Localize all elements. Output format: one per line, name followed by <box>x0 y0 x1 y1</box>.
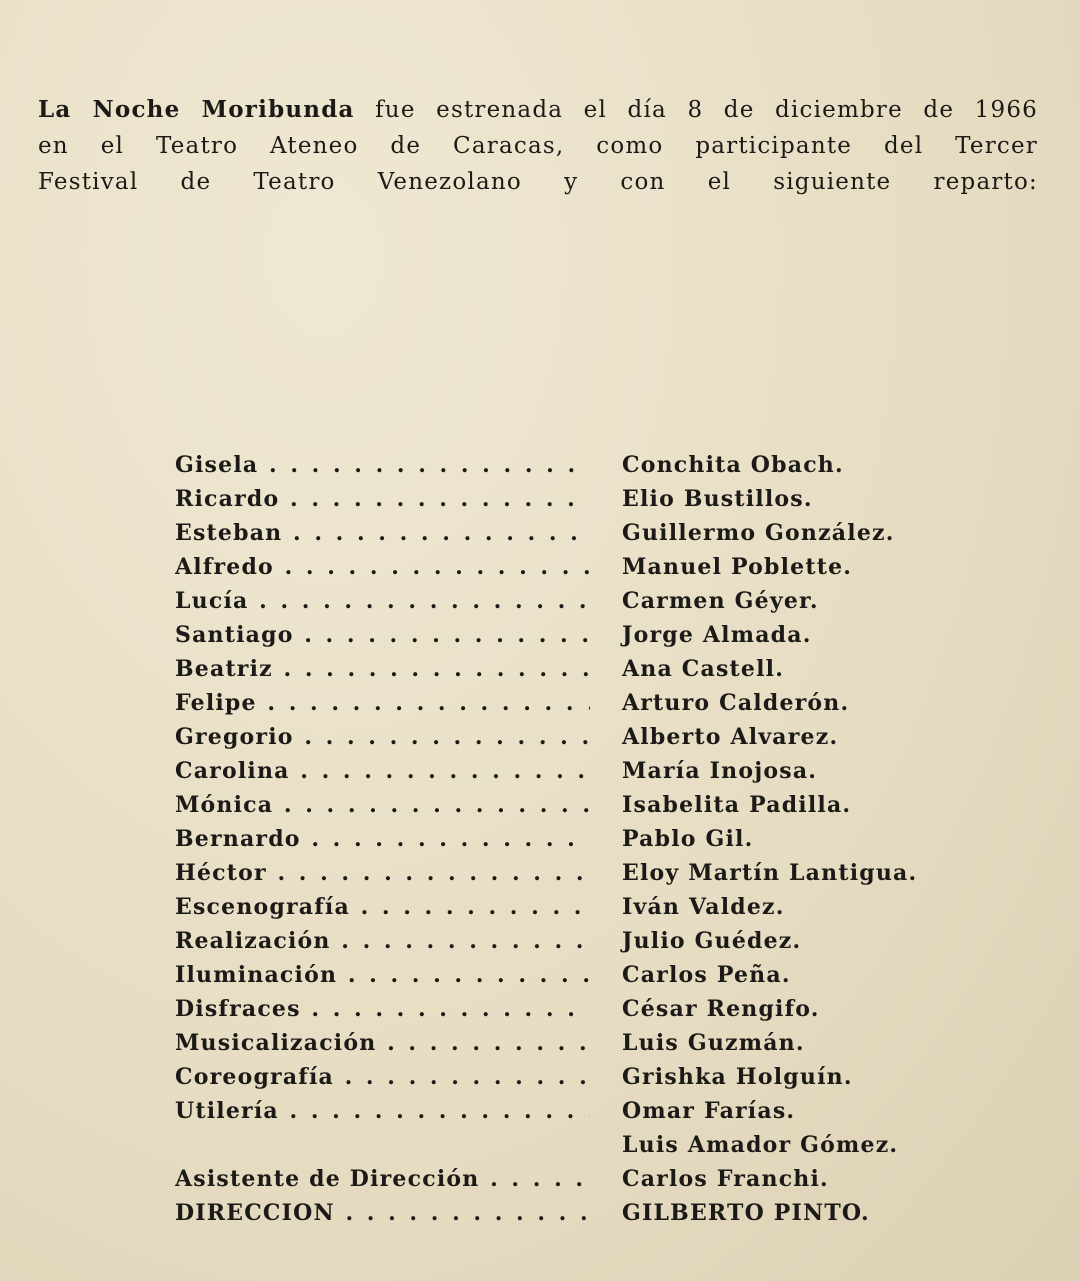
performer-name: GILBERTO PINTO. <box>622 1200 870 1226</box>
cast-row <box>175 588 975 622</box>
cast-row <box>175 554 975 588</box>
performer-name: César Rengifo. <box>622 996 820 1022</box>
role-label: Ricardo . . <box>175 486 590 512</box>
performer-name: Arturo Calderón. <box>622 690 850 716</box>
performer-name: Carlos Franchi. <box>622 1166 829 1192</box>
performer-name: Carmen Géyer. <box>622 588 819 614</box>
cast-row <box>175 894 975 928</box>
cast-row <box>175 996 975 1030</box>
performer-name: Iván Valdez. <box>622 894 785 920</box>
role-label: Gregorio . . <box>175 724 590 750</box>
role-label: DIRECCION . . <box>175 1200 590 1226</box>
role-label: Utilería . . <box>175 1098 590 1124</box>
role-label: Beatriz . . <box>175 656 590 682</box>
performer-name: Ana Castell. <box>622 656 785 682</box>
performer-name: Elio Bustillos. <box>622 486 813 512</box>
cast-row <box>175 1132 975 1166</box>
performer-name: Pablo Gil. <box>622 826 754 852</box>
cast-row <box>175 1030 975 1064</box>
cast-row <box>175 860 975 894</box>
role-label: Escenografía . . <box>175 894 590 920</box>
play-title: La Noche Moribunda <box>38 96 355 123</box>
performer-name: Luis Guzmán. <box>622 1030 805 1056</box>
cast-row <box>175 928 975 962</box>
role-label: Alfredo . . <box>175 554 590 580</box>
performer-name: Luis Amador Gómez. <box>622 1132 899 1158</box>
cast-row <box>175 1064 975 1098</box>
role-label: Mónica . . <box>175 792 590 818</box>
role-label: Asistente de Dirección . . <box>175 1166 590 1192</box>
role-label: Bernardo . . <box>175 826 590 852</box>
cast-row <box>175 1098 975 1132</box>
role-label: Lucía . . <box>175 588 590 614</box>
cast-row <box>175 1200 975 1234</box>
cast-list <box>175 452 975 1234</box>
role-label: Coreografía . . <box>175 1064 590 1090</box>
performer-name: María Inojosa. <box>622 758 818 784</box>
role-label: Realización . . <box>175 928 590 954</box>
performer-name: Guillermo González. <box>622 520 895 546</box>
role-label: Carolina . . <box>175 758 590 784</box>
cast-row <box>175 520 975 554</box>
performer-name: Carlos Peña. <box>622 962 791 988</box>
role-label: Héctor . . <box>175 860 590 886</box>
cast-row <box>175 452 975 486</box>
performer-name: Conchita Obach. <box>622 452 844 478</box>
cast-row <box>175 622 975 656</box>
cast-row <box>175 792 975 826</box>
intro-paragraph <box>38 92 1038 200</box>
intro-line-1 <box>38 92 1038 128</box>
role-label: Esteban . . <box>175 520 590 546</box>
role-label: Felipe . . <box>175 690 590 716</box>
cast-row <box>175 962 975 996</box>
performer-name: Eloy Martín Lantigua. <box>622 860 918 886</box>
cast-row <box>175 724 975 758</box>
intro-line-2: en el Teatro Ateneo de Caracas, como participante del Tercer <box>38 133 1038 159</box>
performer-name: Jorge Almada. <box>622 622 812 648</box>
role-label: Santiago . . <box>175 622 590 648</box>
cast-row <box>175 656 975 690</box>
cast-row <box>175 486 975 520</box>
role-label: Iluminación . . <box>175 962 590 988</box>
role-label: Musicalización . . <box>175 1030 590 1056</box>
performer-name: Omar Farías. <box>622 1098 796 1124</box>
performer-name: Alberto Alvarez. <box>622 724 839 750</box>
cast-row <box>175 1166 975 1200</box>
cast-row <box>175 758 975 792</box>
cast-row <box>175 690 975 724</box>
performer-name: Manuel Poblette. <box>622 554 853 580</box>
cast-row <box>175 826 975 860</box>
intro-line-1-text: fue estrenada el día 8 de diciembre de 1966 <box>375 97 1038 123</box>
performer-name: Julio Guédez. <box>622 928 802 954</box>
performer-name: Grishka Holguín. <box>622 1064 853 1090</box>
role-label: Gisela . . <box>175 452 590 478</box>
role-label: Disfraces . . <box>175 996 590 1022</box>
intro-line-3: Festival de Teatro Venezolano y con el siguiente reparto: <box>38 169 1038 195</box>
performer-name: Isabelita Padilla. <box>622 792 852 818</box>
